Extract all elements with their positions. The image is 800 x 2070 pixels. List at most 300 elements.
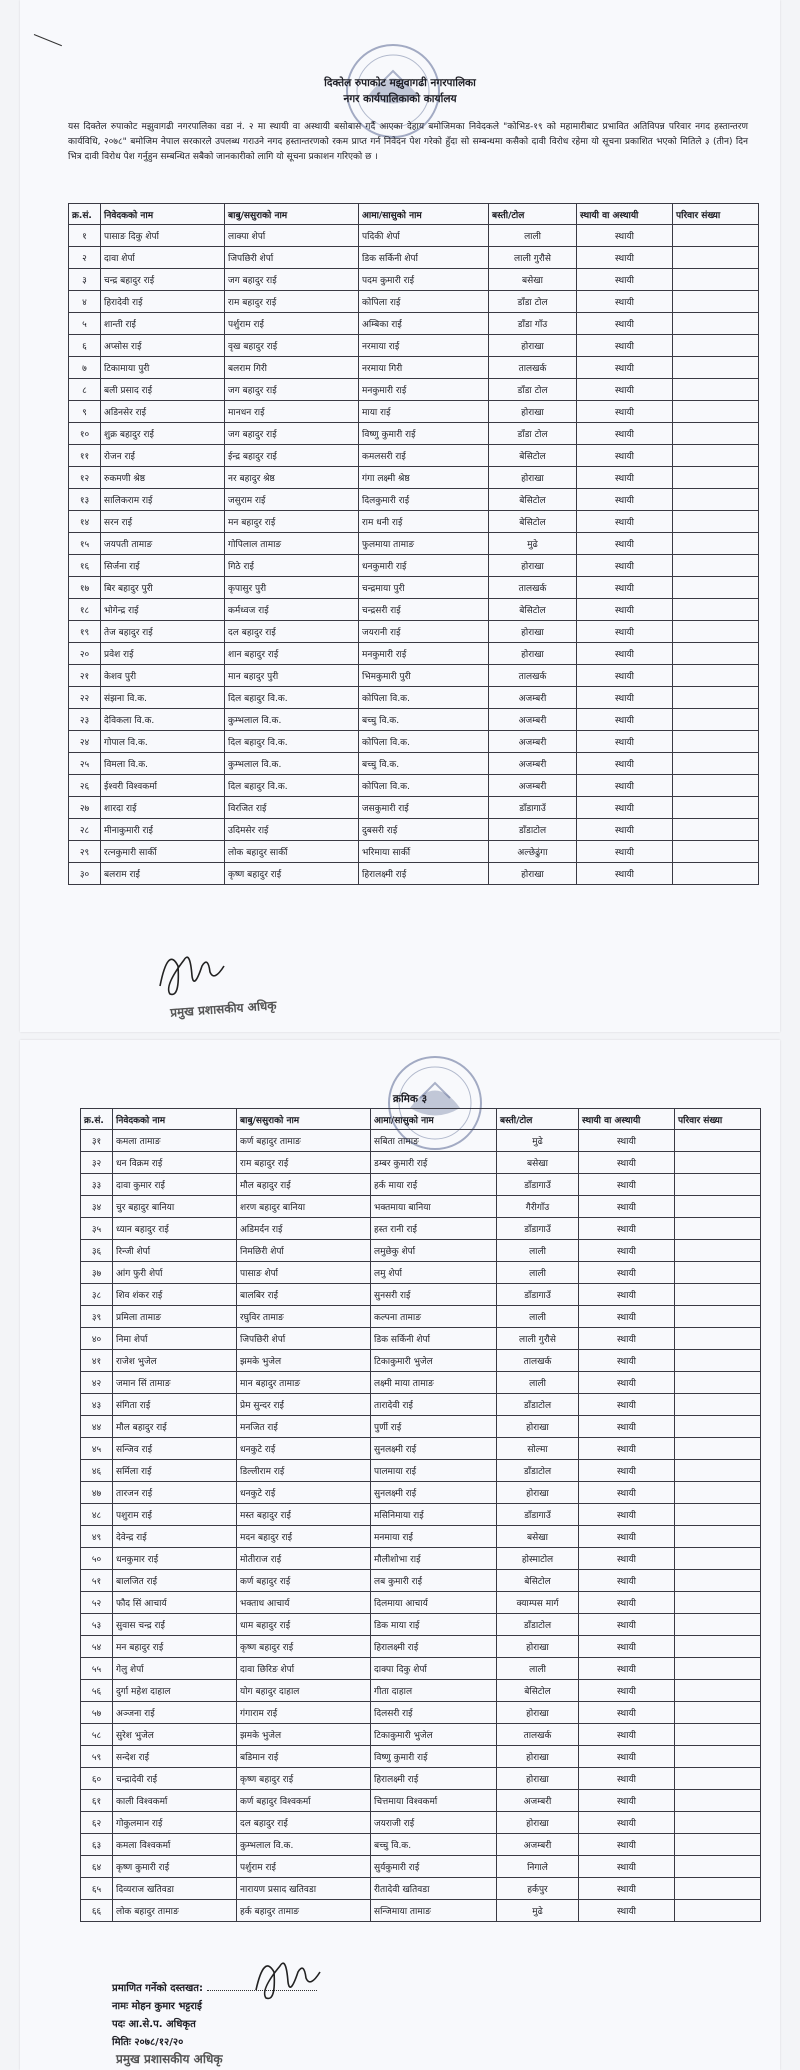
family-size-cell	[673, 577, 759, 599]
table-row	[81, 1394, 761, 1416]
settlement-cell: अजम्बरी	[497, 1834, 579, 1856]
mother-name-cell: चन्द्रमाया पुरी	[359, 577, 489, 599]
settlement-cell: लाली	[497, 1262, 579, 1284]
table-row	[69, 269, 759, 291]
residency-cell: स्थायी	[579, 1416, 675, 1438]
father-name-cell: रघुविर तामाङ	[237, 1306, 371, 1328]
residency-cell: स्थायी	[577, 687, 673, 709]
residency-cell: स्थायी	[579, 1350, 675, 1372]
settlement-cell: होराखा	[489, 555, 577, 577]
settlement-cell: सोल्मा	[497, 1438, 579, 1460]
applicant-name-cell: रुकमणी श्रेष्ठ	[101, 467, 225, 489]
table-row	[69, 313, 759, 335]
signature	[248, 1946, 328, 2006]
column-header: क्र.सं.	[69, 204, 101, 225]
father-name-cell: मौल बहादुर राई	[237, 1174, 371, 1196]
settlement-cell: डाँडाटोल	[497, 1614, 579, 1636]
mother-name-cell: सुनलक्ष्मी राई	[371, 1482, 497, 1504]
mother-name-cell: पदिकी शेर्पा	[359, 225, 489, 247]
serial-cell: ६२	[81, 1812, 113, 1834]
family-size-cell	[675, 1900, 761, 1922]
mother-name-cell: जयरानी राई	[359, 621, 489, 643]
serial-cell: ६३	[81, 1834, 113, 1856]
father-name-cell: प्रेम सुन्दर राई	[237, 1394, 371, 1416]
settlement-cell: होराखा	[497, 1636, 579, 1658]
mother-name-cell: कोपिला वि.क.	[359, 775, 489, 797]
table-row	[81, 1262, 761, 1284]
mother-name-cell: बच्चु वि.क.	[359, 709, 489, 731]
father-name-cell: बालबिर राई	[237, 1284, 371, 1306]
mother-name-cell: मनमाया राई	[371, 1526, 497, 1548]
applicant-name-cell: अडिनसेर राई	[101, 401, 225, 423]
settlement-cell: मुढे	[489, 533, 577, 555]
father-name-cell: जिपछिरी शेर्पा	[237, 1328, 371, 1350]
serial-cell: ११	[69, 445, 101, 467]
family-size-cell	[675, 1196, 761, 1218]
family-size-cell	[675, 1416, 761, 1438]
residency-cell: स्थायी	[577, 621, 673, 643]
family-size-cell	[675, 1812, 761, 1834]
table-row	[81, 1416, 761, 1438]
applicant-name-cell: बली प्रसाद राई	[101, 379, 225, 401]
table-row	[69, 841, 759, 863]
father-name-cell: बलराम गिरी	[225, 357, 359, 379]
notice-paragraph: यस दिक्तेल रुपाकोट मझुवागढी नगरपालिका वडा नं. २ मा स्थायी वा अस्थायी बसोबास गर्दै आएका देहाय बमोजिमका निवेदकले "कोभिड-१९ को महामारीबाट प्रभावित अतिविपन्न परिवार नगद हस्तान्तरण कार्यविधि, २०७८" बमोजिम नेपाल सरकारले उपलब्ध गराउने नगद हस्तान्तरणको रकम प्राप्त गर्न निवेदन पेश गरेको हुँदा सो सम्बन्धमा कसैको दावी विरोध रहेमा यो सूचना प्रकाशित भएको मितिले ३ (तीन) दिन भित्र दावी विरोध पेश गर्नुहुन सम्बन्धित सबैको जानकारीको लागि यो सूचना प्रकाशन गरिएको छ ।	[68, 122, 748, 162]
table-row	[81, 1724, 761, 1746]
family-size-cell	[675, 1240, 761, 1262]
residency-cell: स्थायी	[579, 1526, 675, 1548]
table-row	[81, 1614, 761, 1636]
settlement-cell: लाली	[497, 1240, 579, 1262]
table-row	[69, 247, 759, 269]
family-size-cell	[673, 621, 759, 643]
table-row	[81, 1196, 761, 1218]
father-name-cell: शान बहादुर राई	[225, 643, 359, 665]
applicant-name-cell: शान्ती राई	[101, 313, 225, 335]
father-name-cell: नारायण प्रसाद खतिवडा	[237, 1878, 371, 1900]
table-row	[81, 1790, 761, 1812]
applicant-name-cell: राजेश भुजेल	[113, 1350, 237, 1372]
father-name-cell: कृपासुर पुरी	[225, 577, 359, 599]
applicant-name-cell: आंग फुरी शेर्पा	[113, 1262, 237, 1284]
office-title: नगर कार्यपालिकाको कार्यालय	[343, 93, 457, 105]
family-size-cell	[673, 533, 759, 555]
residency-cell: स्थायी	[577, 665, 673, 687]
serial-cell: ८	[69, 379, 101, 401]
applicant-name-cell: बालजित राई	[113, 1570, 237, 1592]
table-row	[69, 709, 759, 731]
applicant-name-cell: चन्द्र बहादुर राई	[101, 269, 225, 291]
mother-name-cell: पालमाया राई	[371, 1460, 497, 1482]
mother-name-cell: भिमकुमारी पुरी	[359, 665, 489, 687]
table-row	[81, 1702, 761, 1724]
serial-cell: १९	[69, 621, 101, 643]
father-name-cell: धाम बहादुर राई	[237, 1614, 371, 1636]
family-size-cell	[673, 335, 759, 357]
applicant-name-cell: जयपती तामाङ	[101, 533, 225, 555]
residency-cell: स्थायी	[577, 489, 673, 511]
residency-cell: स्थायी	[577, 577, 673, 599]
family-size-cell	[675, 1174, 761, 1196]
settlement-cell: होराखा	[497, 1768, 579, 1790]
mother-name-cell: कोपिला वि.क.	[359, 687, 489, 709]
serial-cell: ४७	[81, 1482, 113, 1504]
applicant-name-cell: कमला विश्वकर्मा	[113, 1834, 237, 1856]
mother-name-cell: जसकुमारी राई	[359, 797, 489, 819]
table-row	[81, 1372, 761, 1394]
family-size-cell	[673, 489, 759, 511]
mother-name-cell: तारादेवी राई	[371, 1394, 497, 1416]
settlement-cell: डाँडागाउँ	[497, 1504, 579, 1526]
mother-name-cell: जयराजी राई	[371, 1812, 497, 1834]
serial-cell: ४६	[81, 1460, 113, 1482]
father-name-cell: जग बहादुर राई	[225, 269, 359, 291]
family-size-cell	[673, 819, 759, 841]
table-row	[81, 1570, 761, 1592]
father-name-cell: मदन बहादुर राई	[237, 1526, 371, 1548]
mother-name-cell: सन्जिमाया तामाङ	[371, 1900, 497, 1922]
father-name-cell: विरजित राई	[225, 797, 359, 819]
serial-cell: ४३	[81, 1394, 113, 1416]
applicant-name-cell: धन विक्रम राई	[113, 1152, 237, 1174]
family-size-cell	[675, 1350, 761, 1372]
table-row	[81, 1306, 761, 1328]
mother-name-cell: कोपिला राई	[359, 291, 489, 313]
father-name-cell: मान बहादुर पुरी	[225, 665, 359, 687]
father-name-cell: उदिमसेर राई	[225, 819, 359, 841]
father-name-cell: हर्क बहादुर तामाङ	[237, 1900, 371, 1922]
serial-cell: ५०	[81, 1548, 113, 1570]
settlement-cell: तालखर्क	[489, 665, 577, 687]
table-header-row	[81, 1109, 761, 1130]
settlement-cell: लाली	[497, 1372, 579, 1394]
father-name-cell: राम बहादुर राई	[225, 291, 359, 313]
applicant-name-cell: चन्द्रादेवी राई	[113, 1768, 237, 1790]
residency-cell: स्थायी	[579, 1614, 675, 1636]
applicant-name-cell: अप्सोस राई	[101, 335, 225, 357]
family-size-cell	[673, 731, 759, 753]
residency-cell: स्थायी	[577, 313, 673, 335]
family-size-cell	[673, 665, 759, 687]
residency-cell: स्थायी	[579, 1570, 675, 1592]
column-header: स्थायी वा अस्थायी	[577, 204, 673, 225]
applicant-name-cell: देविकला वि.क.	[101, 709, 225, 731]
serial-cell: ६०	[81, 1768, 113, 1790]
father-name-cell: कर्मध्वज राई	[225, 599, 359, 621]
father-name-cell: कर्ण बहादुर राई	[237, 1570, 371, 1592]
table-row	[69, 291, 759, 313]
settlement-cell: तालखर्क	[489, 357, 577, 379]
applicant-name-cell: शारदा राई	[101, 797, 225, 819]
family-size-cell	[673, 269, 759, 291]
family-size-cell	[675, 1152, 761, 1174]
applicant-name-cell: धनकुमार राई	[113, 1548, 237, 1570]
table-row	[81, 1768, 761, 1790]
family-size-cell	[673, 357, 759, 379]
father-name-cell: लोक बहादुर सार्की	[225, 841, 359, 863]
serial-cell: ४८	[81, 1504, 113, 1526]
residency-cell: स्थायी	[579, 1174, 675, 1196]
residency-cell: स्थायी	[579, 1504, 675, 1526]
serial-cell: ५२	[81, 1592, 113, 1614]
serial-cell: ५८	[81, 1724, 113, 1746]
mother-name-cell: हिरालक्ष्मी राई	[359, 863, 489, 885]
applicant-name-cell: शिव शंकर राई	[113, 1284, 237, 1306]
family-size-cell	[675, 1702, 761, 1724]
applicant-name-cell: पशुराम राई	[113, 1504, 237, 1526]
serial-cell: ४	[69, 291, 101, 313]
serial-cell: २२	[69, 687, 101, 709]
settlement-cell: तालखर्क	[489, 577, 577, 599]
applicant-name-cell: सन्देश राई	[113, 1746, 237, 1768]
residency-cell: स्थायी	[577, 401, 673, 423]
applicant-name-cell: सुरेश भुजेल	[113, 1724, 237, 1746]
applicant-name-cell: शुक्र बहादुर राई	[101, 423, 225, 445]
father-name-cell: दिल बहादुर वि.क.	[225, 731, 359, 753]
residency-cell: स्थायी	[579, 1856, 675, 1878]
serial-cell: १२	[69, 467, 101, 489]
settlement-cell: डाँडाटोल	[489, 819, 577, 841]
settlement-cell: डाँडा टोल	[489, 423, 577, 445]
table-row	[81, 1438, 761, 1460]
margin-pen-mark	[34, 34, 62, 46]
serial-cell: २३	[69, 709, 101, 731]
mother-name-cell: मनकुमारी राई	[359, 379, 489, 401]
settlement-cell: अजम्बरी	[489, 731, 577, 753]
column-header: निवेदकको नाम	[101, 204, 225, 225]
table-row	[81, 1350, 761, 1372]
table-row	[81, 1460, 761, 1482]
applicant-name-cell: अञ्जना राई	[113, 1702, 237, 1724]
residency-cell: स्थायी	[579, 1636, 675, 1658]
family-size-cell	[673, 775, 759, 797]
applicant-name-cell: दुर्गा महेश दाहाल	[113, 1680, 237, 1702]
certifier-post: पदः आ.से.प. अधिकृत	[112, 2019, 196, 2030]
serial-cell: २५	[69, 753, 101, 775]
family-size-cell	[675, 1570, 761, 1592]
settlement-cell: डाँडागाउँ	[497, 1218, 579, 1240]
mother-name-cell: चन्द्रसरी राई	[359, 599, 489, 621]
column-header: बस्ती/टोल	[489, 204, 577, 225]
family-size-cell	[673, 445, 759, 467]
table-body	[81, 1130, 761, 1922]
residency-cell: स्थायी	[577, 533, 673, 555]
mother-name-cell: डिक सर्किनी शेर्पा	[371, 1328, 497, 1350]
applicant-name-cell: लोक बहादुर तामाङ	[113, 1900, 237, 1922]
settlement-cell: लाली	[497, 1658, 579, 1680]
applicant-name-cell: पासाङ दिकु शेर्पा	[101, 225, 225, 247]
father-name-cell: दावा छिरिङ शेर्पा	[237, 1658, 371, 1680]
serial-cell: १०	[69, 423, 101, 445]
family-size-cell	[675, 1834, 761, 1856]
table-row	[69, 819, 759, 841]
serial-cell: ४५	[81, 1438, 113, 1460]
table-row	[81, 1856, 761, 1878]
applicant-name-cell: सर्मिला राई	[113, 1460, 237, 1482]
residency-cell: स्थायी	[577, 643, 673, 665]
applicant-name-cell: दिव्यराज खतिवडा	[113, 1878, 237, 1900]
serial-cell: १३	[69, 489, 101, 511]
applicant-name-cell: संगिता राई	[113, 1394, 237, 1416]
applicant-name-cell: बलराम राई	[101, 863, 225, 885]
father-name-cell: डिल्लीराम राई	[237, 1460, 371, 1482]
residency-cell: स्थायी	[579, 1768, 675, 1790]
mother-name-cell: दिलसरी राई	[371, 1702, 497, 1724]
mother-name-cell: हर्क माया राई	[371, 1174, 497, 1196]
family-size-cell	[673, 753, 759, 775]
father-name-cell: दल बहादुर राई	[237, 1812, 371, 1834]
applicant-name-cell: ईश्वरी विश्वकर्मा	[101, 775, 225, 797]
father-name-cell: झमके भुजेल	[237, 1350, 371, 1372]
settlement-cell: बसेखा	[497, 1526, 579, 1548]
residency-cell: स्थायी	[577, 863, 673, 885]
table-row	[81, 1900, 761, 1922]
table-row	[69, 621, 759, 643]
family-size-cell	[675, 1614, 761, 1636]
residency-cell: स्थायी	[577, 555, 673, 577]
mother-name-cell: दाक्पा दिकु शेर्पा	[371, 1658, 497, 1680]
settlement-cell: तालखर्क	[497, 1724, 579, 1746]
table-row	[69, 357, 759, 379]
father-name-cell: कर्ण बहादुर तामाङ	[237, 1130, 371, 1152]
table-row	[81, 1548, 761, 1570]
family-size-cell	[673, 247, 759, 269]
applicant-name-cell: गेलु शेर्पा	[113, 1658, 237, 1680]
mother-name-cell: हिरालक्ष्मी राई	[371, 1768, 497, 1790]
settlement-cell: अजम्बरी	[489, 775, 577, 797]
official-stamp-text: प्रमुख प्रशासकीय अधिकृ	[116, 2052, 223, 2066]
settlement-cell: निगाले	[497, 1856, 579, 1878]
serial-cell: ३७	[81, 1262, 113, 1284]
official-stamp-text: प्रमुख प्रशासकीय अधिकृ	[169, 998, 277, 1020]
serial-cell: २	[69, 247, 101, 269]
mother-name-cell: डम्बर कुमारी राई	[371, 1152, 497, 1174]
mother-name-cell: दिलमाया आचार्य	[371, 1592, 497, 1614]
residency-cell: स्थायी	[579, 1394, 675, 1416]
family-size-cell	[673, 225, 759, 247]
father-name-cell: पासाङ शेर्पा	[237, 1262, 371, 1284]
mother-name-cell: भक्तमाया बानिया	[371, 1196, 497, 1218]
serial-cell: १८	[69, 599, 101, 621]
settlement-cell: बसेखा	[489, 269, 577, 291]
mother-name-cell: गीता दाहाल	[371, 1680, 497, 1702]
column-header: बस्ती/टोल	[497, 1109, 579, 1130]
mother-name-cell: लब कुमारी राई	[371, 1570, 497, 1592]
father-name-cell: राम बहादुर राई	[237, 1152, 371, 1174]
father-name-cell: जग बहादुर राई	[225, 423, 359, 445]
residency-cell: स्थायी	[579, 1746, 675, 1768]
serial-cell: ३८	[81, 1284, 113, 1306]
settlement-cell: होराखा	[489, 863, 577, 885]
family-size-cell	[673, 841, 759, 863]
serial-cell: ४०	[81, 1328, 113, 1350]
notice-page-1	[20, 0, 780, 1032]
settlement-cell: अजम्बरी	[497, 1790, 579, 1812]
family-size-cell	[675, 1504, 761, 1526]
serial-cell: ४९	[81, 1526, 113, 1548]
applicant-name-cell: केशव पुरी	[101, 665, 225, 687]
table-row	[69, 863, 759, 885]
applicant-name-cell: विमला वि.क.	[101, 753, 225, 775]
father-name-cell: मनजित राई	[237, 1416, 371, 1438]
applicant-name-cell: मन बहादुर राई	[113, 1636, 237, 1658]
family-size-cell	[675, 1790, 761, 1812]
residency-cell: स्थायी	[577, 379, 673, 401]
residency-cell: स्थायी	[577, 731, 673, 753]
serial-cell: १७	[69, 577, 101, 599]
serial-cell: ४४	[81, 1416, 113, 1438]
mother-name-cell: दुबसरी राई	[359, 819, 489, 841]
mother-name-cell: डिक सर्किनी शेर्पा	[359, 247, 489, 269]
residency-cell: स्थायी	[579, 1196, 675, 1218]
table-row	[69, 533, 759, 555]
residency-cell: स्थायी	[577, 775, 673, 797]
applicant-name-cell: गोपाल वि.क.	[101, 731, 225, 753]
applicant-table-1	[68, 203, 759, 885]
serial-cell: ३४	[81, 1196, 113, 1218]
mother-name-cell: दिलकुमारी राई	[359, 489, 489, 511]
mother-name-cell: गंगा लक्ष्मी श्रेष्ठ	[359, 467, 489, 489]
family-size-cell	[675, 1548, 761, 1570]
table-row	[81, 1680, 761, 1702]
applicant-name-cell: गोकुलमान राई	[113, 1812, 237, 1834]
father-name-cell: गोपिलाल तामाङ	[225, 533, 359, 555]
family-size-cell	[673, 863, 759, 885]
residency-cell: स्थायी	[579, 1548, 675, 1570]
father-name-cell: धनकुटे राई	[237, 1438, 371, 1460]
applicant-name-cell: चुर बहादुर बानिया	[113, 1196, 237, 1218]
settlement-cell: डाँडागाउँ	[497, 1284, 579, 1306]
applicant-name-cell: जमान सिं तामाङ	[113, 1372, 237, 1394]
family-size-cell	[675, 1636, 761, 1658]
father-name-cell: मानधन राई	[225, 401, 359, 423]
residency-cell: स्थायी	[579, 1328, 675, 1350]
family-size-cell	[673, 599, 759, 621]
father-name-cell: धनकुटे राई	[237, 1482, 371, 1504]
mother-name-cell: बच्चु वि.क.	[359, 753, 489, 775]
father-name-cell: जिपछिरी शेर्पा	[225, 247, 359, 269]
table-row	[69, 379, 759, 401]
father-name-cell: गिठे राई	[225, 555, 359, 577]
family-size-cell	[673, 401, 759, 423]
family-size-cell	[673, 379, 759, 401]
residency-cell: स्थायी	[579, 1130, 675, 1152]
serial-cell: ३	[69, 269, 101, 291]
mother-name-cell: सबिता तामाङ	[371, 1130, 497, 1152]
residency-cell: स्थायी	[577, 841, 673, 863]
father-name-cell: कुम्भलाल वि.क.	[225, 709, 359, 731]
mother-name-cell: लमुछेकु शेर्पा	[371, 1240, 497, 1262]
father-name-cell: पर्शुराम राई	[237, 1856, 371, 1878]
column-header: बाबु/ससुराको नाम	[237, 1109, 371, 1130]
mother-name-cell: पदम कुमारी राई	[359, 269, 489, 291]
applicant-name-cell: तेज बहादुर राई	[101, 621, 225, 643]
father-name-cell: गंगाराम राई	[237, 1702, 371, 1724]
serial-cell: ३२	[81, 1152, 113, 1174]
mother-name-cell: धनकुमारी राई	[359, 555, 489, 577]
table-row	[81, 1504, 761, 1526]
settlement-cell: डाँडाटोल	[497, 1394, 579, 1416]
settlement-cell: तालखर्क	[497, 1350, 579, 1372]
family-size-cell	[675, 1724, 761, 1746]
serial-cell: ५५	[81, 1658, 113, 1680]
mother-name-cell: टिकाकुमारी भुजेल	[371, 1724, 497, 1746]
mother-name-cell: नरमाया राई	[359, 335, 489, 357]
applicant-name-cell: भोगेन्द्र राई	[101, 599, 225, 621]
father-name-cell: मोतीराज राई	[237, 1548, 371, 1570]
family-size-cell	[673, 291, 759, 313]
family-size-cell	[675, 1394, 761, 1416]
